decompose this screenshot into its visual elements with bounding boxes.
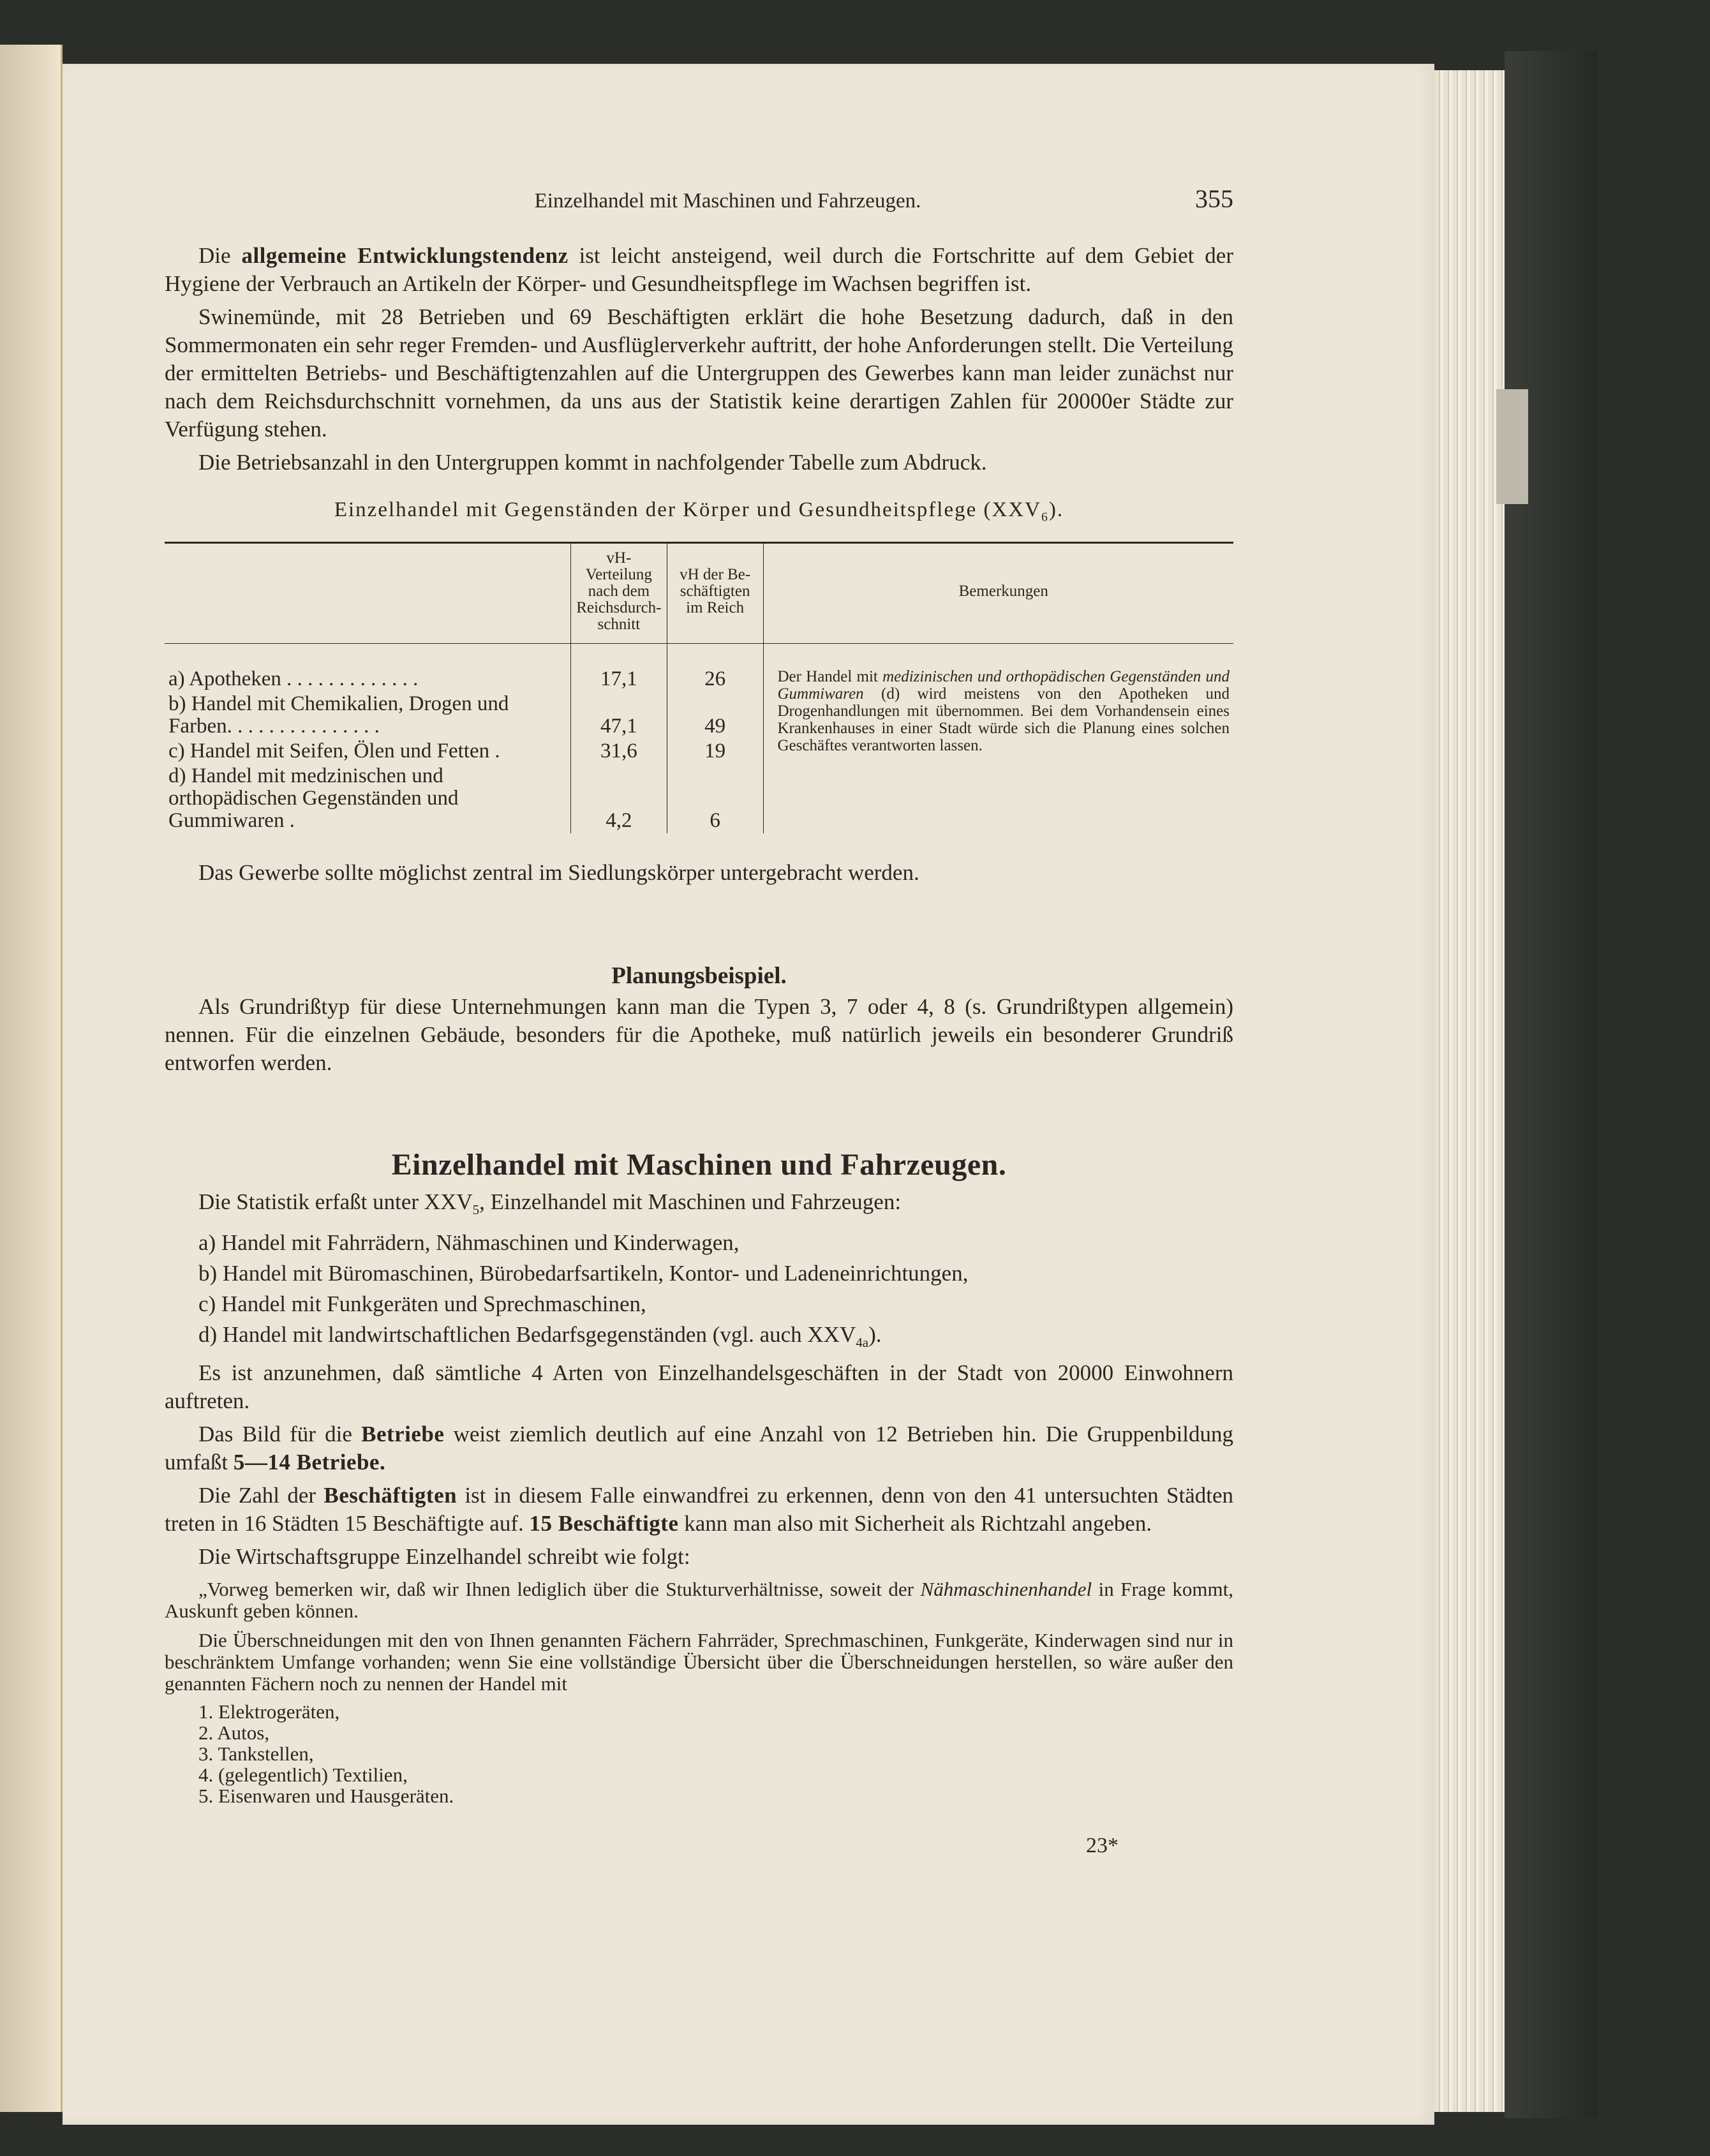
table-row [165,643,1233,692]
quote-paragraph-2: Die Überschneidungen mit den von Ihnen genannten Fächern Fahrräder, Sprechmaschinen, Funkgeräte, Kinderwagen sind nur in beschränktem Umfange vorhanden; wenn Sie eine vollständige Übersicht über die Überschneidungen herstellen, so wäre außer den genannten Fächern noch zu nennen der Handel mit [165,1628,1233,1695]
row-label: b) Handel mit Chemikalien, Drogen und Farben. . . . . . . . . . . . . . . [168,692,509,738]
row-value-employed: 19 [667,739,763,764]
intro-paragraph-1: Die allgemeine Entwicklungstendenz ist leicht ansteigend, weil durch die Fortschritte auf dem Gebiet der Hygiene der Verbrauch an Artikeln der Körper- und Gesundheitspflege im Wachsen begriffen ist. [165,243,1233,296]
intro-paragraph-2: Swinemünde, mit 28 Betrieben und 69 Beschäftigten erklärt die hohe Besetzung dadurch, daß in den Sommermonaten ein sehr reger Fremden- und Ausflüglerverkehr auftritt, der hohe Anforderungen stellt. Die Verteilung der ermittelten Betriebs- und Beschäftigtenzahlen auf die Untergruppen des Gewerbes kann man leider zunächst nur nach dem Reichsdurchschnitt vornehmen, da uns aus der Statistik keine derartigen Zahlen für 20000er Städte zur Verfügung stehen. [165,304,1233,442]
table-caption: Einzelhandel mit Gegenständen der Körper und Gesundheitspflege $(XXV_6)$. [334,498,1064,524]
row-value-distribution: 47,1 [571,692,667,739]
quote-paragraph-1: „Vorweg bemerken wir, daß wir Ihnen lediglich über die Stukturverhältnisse, soweit der Nähmaschinenhandel in Frage kommt, Auskunft geben können. [165,1577,1233,1622]
after-table-paragraph: Das Gewerbe sollte möglichst zentral im Siedlungskörper untergebracht werden. [198,859,919,885]
planung-paragraph: Als Grundrißtyp für diese Unternehmungen kann man die Typen 3, 7 oder 4, 8 (s. Grundrißtypen allgemein) nennen. Für die einzelnen Gebäude, besonders für die Apotheke, muß natürlich jeweils ein besonderer Grundriß entworfen werden. [165,993,1233,1075]
page-number: 355 [1195,184,1233,213]
list-item: 3. Tankstellen, [198,1742,314,1765]
table-header-empty [165,542,571,643]
page-stack-edges [1434,70,1505,2112]
row-value-distribution: 31,6 [571,739,667,764]
paragraph-beschaeftigte: Die Zahl der Beschäftigten ist in diesem Falle einwandfrei zu erkennen, denn von den 41 untersuchten Städten treten in 16 Städten 15 Beschäftigte auf. 15 Beschäftigte kann man also mit Sicherheit als Richtzahl angeben. [165,1482,1233,1536]
list-item: c) Handel mit Funkgeräten und Sprechmaschinen, [198,1291,646,1316]
list-item: 1. Elektrogeräten, [198,1700,340,1723]
binding-label [1496,389,1528,504]
row-value-employed: 6 [667,764,763,833]
list-item: 5. Eisenwaren und Hausgeräten. [198,1784,454,1807]
list-item: 4. (gelegentlich) Textilien, [198,1763,408,1786]
row-value-employed: 49 [667,692,763,739]
section-intro: Die Statistik erfaßt unter $XXV_5$, Einzelhandel mit Maschinen und Fahrzeugen: [198,1189,902,1217]
intro-paragraph-3: Die Betriebsanzahl in den Untergruppen kommt in nachfolgender Tabelle zum Abdruck. [198,450,987,475]
running-header [165,185,1233,215]
list-item: d) Handel mit landwirtschaftlichen Bedarfsgegenständen (vgl. auch $XXV_{4a}$). [198,1321,882,1350]
table-header-remarks: Bemerkungen [763,542,1233,643]
remarks-cell: Der Handel mit medizinischen und orthopädischen Gegenständen und Gummiwaren (d) wird meistens von den Apotheken und Drogenhandlungen mit übernommen. Bei dem Vorhandensein eines Krankenhauses in einer Stadt würde sich die Planung eines solchen Geschäftes verantworten lassen. [763,643,1233,833]
quote-list [165,1701,1233,1806]
planung-heading: Planungsbeispiel. [611,962,787,989]
row-label: d) Handel mit medzinischen und orthopädischen Gegenständen und Gummiwaren . [168,764,459,832]
paragraph-anzunehmen: Es ist anzunehmen, daß sämtliche 4 Arten von Einzelhandelsgeschäften in der Stadt von 20000 Einwohnern auftreten. [165,1360,1233,1413]
table-header-vh-distribution: vH-Verteilung nach dem Reichsdurch-schnitt [571,542,667,643]
row-value-employed: 26 [667,643,763,692]
list-item: b) Handel mit Büromaschinen, Bürobedarfsartikeln, Kontor- und Ladeneinrichtungen, [198,1260,969,1286]
row-value-distribution: 17,1 [571,643,667,692]
section-heading: Einzelhandel mit Maschinen und Fahrzeugen. [391,1147,1007,1182]
facing-page-edge [0,45,63,2112]
list-item: a) Handel mit Fahrrädern, Nähmaschinen und Kinderwagen, [198,1230,740,1255]
book-binding [1505,51,1597,2118]
paragraph-betriebe: Das Bild für die Betriebe weist ziemlich deutlich auf eine Anzahl von 12 Betrieben hin. Die Gruppenbildung umfaßt 5—14 Betriebe. [165,1421,1234,1475]
signature-mark: 23* [1086,1833,1119,1857]
table-header-vh-employed: vH der Be-schäftigten im Reich [667,542,763,643]
row-value-distribution: 4,2 [571,764,667,833]
list-item: 2. Autos, [198,1721,270,1744]
paragraph-wirtschaftsgruppe: Die Wirtschaftsgruppe Einzelhandel schreibt wie folgt: [198,1543,690,1569]
statistics-table [165,542,1233,833]
running-title: Einzelhandel mit Maschinen und Fahrzeugen. [534,190,921,212]
row-label: a) Apotheken . . . . . . . . . . . . . [168,667,419,690]
row-label: c) Handel mit Seifen, Ölen und Fetten . [168,739,500,762]
page-content [165,185,1233,1860]
quotation-block [165,1579,1233,1806]
